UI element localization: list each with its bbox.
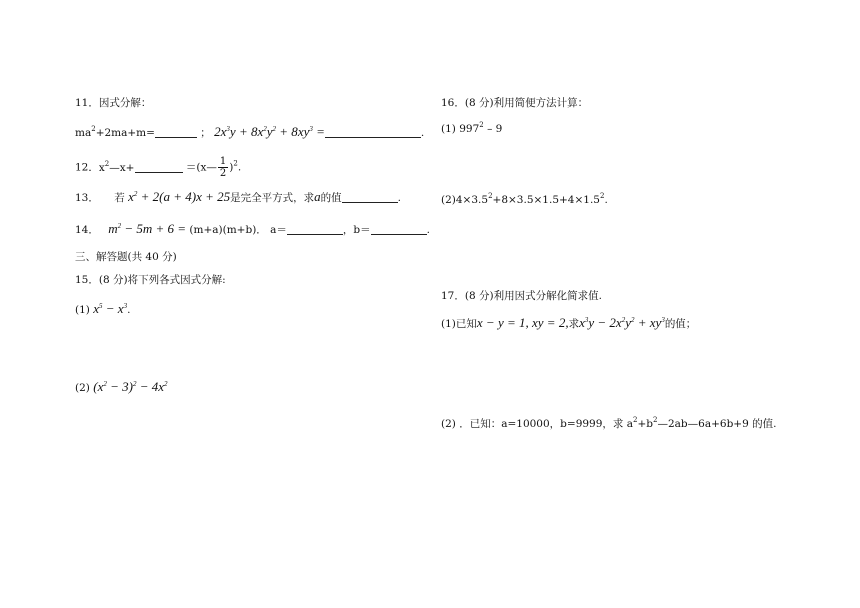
q11-expr2: $2x^3y + 8x^2y^2 + 8xy^3$ = (214, 124, 325, 139)
q14-label: 14． (75, 224, 99, 236)
q12-expr: $x^2—x+$ (98, 159, 135, 174)
q15-part1-expr: $x^5 - x^3$ (93, 301, 128, 316)
q16-part1: (1) $997^2 - 9$ (441, 121, 503, 135)
q17-part1: (1)已知x − y = 1, xy = 2,求$x^3y - 2x^2y^2 + xy^3$的值； (441, 315, 697, 330)
q12-equals: ＝(x— (185, 161, 217, 174)
q13-expr: $x^2 + 2(a + 4)x + 25$ (128, 189, 231, 204)
q11-label: 11．因式分解： (75, 97, 152, 109)
q17-part1-condition: x − y = 1, xy = 2, (476, 315, 569, 330)
q13-line: 13． 若 $x^2 + 2(a + 4)x + 25$是完全平方式，求a的值 . (75, 189, 401, 204)
q12-label: 12． (75, 161, 99, 174)
q17-part1-expr: $x^3y - 2x^2y^2 + xy^3$ (579, 315, 665, 330)
q17-part2: (2) ．已知：a=10000，b=9999，求 $a^2+b^2—2ab—6a+6b+9$ 的值. (441, 416, 777, 430)
q16-part2: $(2)4\times 3.5^2+8\times 3.5\times 1.5+4\times 1.5^2$. (441, 192, 608, 206)
q13-text: 是完全平方式，求 (230, 192, 315, 204)
q17-label: 17．(8 分)利用因式分解化简求值. (441, 290, 602, 302)
q13-label: 13． (75, 192, 99, 204)
q14-blank-a (287, 223, 343, 235)
q16-label: 16．(8 分)利用简便方法计算： (441, 97, 589, 109)
q12-fraction: $\frac{1}{2}$ (219, 156, 227, 179)
q14-line: 14． $m^2 - 5m + 6 = (m+a)(m+b)$． a＝ ，b＝ . (75, 221, 430, 236)
q14-expr: $m^2 - 5m + 6$ = (108, 221, 187, 236)
q11-separator: ； (200, 127, 211, 139)
q13-word: 若 (114, 192, 125, 204)
q11-blank-1 (155, 126, 197, 138)
q13-var: a (314, 189, 321, 204)
q11-end: . (420, 127, 425, 139)
q15-part2: (2) $(x^2 - 3)^2 - 4x^2$ (75, 379, 168, 394)
q14-text: (m+a)(m+b)． a＝ (189, 224, 287, 236)
q12-line: 12．$x^2—x+$ ＝(x— $\frac{1}{2}$ )$^2$. (75, 156, 242, 179)
q15-part2-expr: $(x^2 - 3)^2 - 4x^2$ (93, 379, 168, 394)
q11-expr1: $ma^2+2ma+m=$ (75, 125, 155, 139)
q11-line (75, 125, 424, 140)
q14-blank-b (371, 223, 427, 235)
q15-part1: (1) $x^5 - x^3$. (75, 301, 131, 316)
q11-blank-2 (325, 126, 421, 138)
q13-blank (342, 191, 398, 203)
q12-blank (135, 161, 183, 173)
q15-label: 15．(8 分)将下列各式因式分解: (75, 274, 226, 286)
section-3-heading: 三、解答题(共 40 分) (75, 251, 177, 263)
